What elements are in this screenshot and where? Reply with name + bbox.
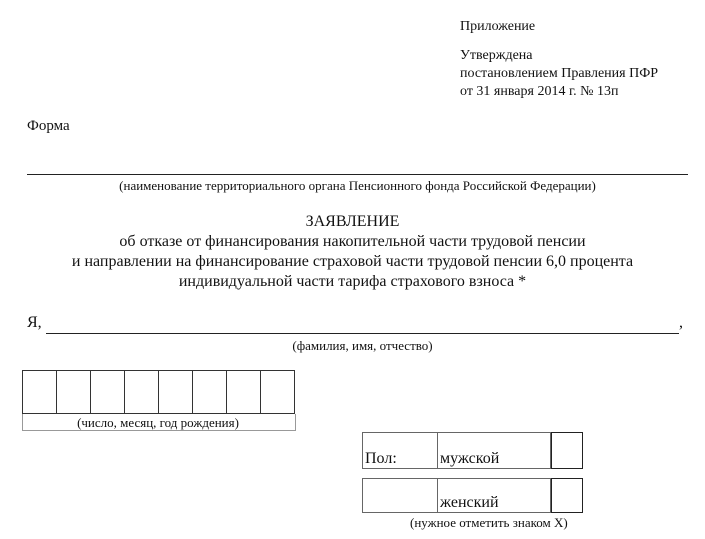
birth-date-cell[interactable] (260, 370, 295, 414)
sex-empty-cell (362, 478, 438, 513)
applicant-name-line (46, 333, 679, 334)
sex-caption: (нужное отметить знаком Х) (410, 515, 568, 530)
birth-date-cell[interactable] (90, 370, 124, 414)
birth-date-cell[interactable] (124, 370, 158, 414)
statement-title-block (0, 212, 705, 292)
approval-line: постановлением Правления ПФР (460, 66, 659, 81)
statement-line: и направлении на финансирование страховой части трудовой пенсии 6,0 процента (71, 253, 634, 270)
statement-line: индивидуальной части тарифа страхового взноса * (178, 273, 527, 290)
male-checkbox[interactable] (551, 432, 583, 469)
form-label: Форма (27, 118, 70, 134)
birth-date-cell[interactable] (226, 370, 260, 414)
approval-line: от 31 января 2014 г. № 13п (460, 84, 619, 99)
approval-block (460, 47, 658, 101)
birth-date-caption: (число, месяц, год рождения) (77, 415, 239, 430)
appendix-label: Приложение (460, 19, 536, 34)
birth-date-cell[interactable] (56, 370, 90, 414)
birth-date-cell[interactable] (22, 370, 56, 414)
sex-label: Пол: (365, 450, 397, 467)
female-checkbox[interactable] (551, 478, 583, 513)
applicant-prefix: Я, (27, 314, 42, 331)
statement-line: об отказе от финансирования накопительной части трудовой пенсии (119, 233, 586, 250)
approval-line: Утверждена (460, 48, 533, 63)
applicant-name-caption: (фамилия, имя, отчество) (292, 338, 433, 353)
pfr-body-caption: (наименование территориального органа Пенсионного фонда Российской Федерации) (119, 178, 596, 193)
sex-option-male-label: мужской (440, 450, 500, 467)
birth-date-cell[interactable] (158, 370, 192, 414)
sex-option-female-label: женский (440, 494, 499, 511)
pfr-body-line[interactable] (27, 174, 688, 175)
statement-title: ЗАЯВЛЕНИЕ (305, 213, 400, 230)
birth-date-cell[interactable] (192, 370, 226, 414)
birth-date-grid (22, 370, 295, 414)
applicant-suffix: , (679, 314, 683, 331)
